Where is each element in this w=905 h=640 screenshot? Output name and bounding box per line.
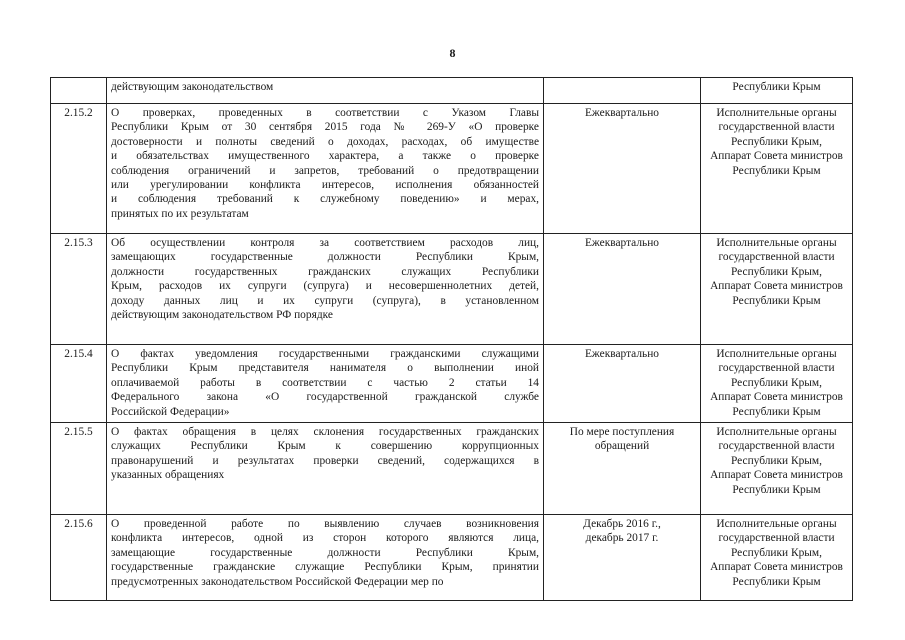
item-responsible-line: Республики Крым, xyxy=(731,265,822,278)
item-responsible-line: Исполнительные органы xyxy=(716,518,837,531)
item-deadline xyxy=(544,423,701,515)
item-responsible-line: Аппарат Совета министров xyxy=(710,150,843,163)
item-responsible-line: государственной власти xyxy=(718,440,835,453)
item-deadline xyxy=(544,234,701,345)
item-number: 2.15.4 xyxy=(51,345,107,423)
table-row xyxy=(51,423,853,515)
item-deadline-line: Ежеквартально xyxy=(584,237,660,249)
item-deadline xyxy=(544,104,701,234)
item-responsible-line: государственной власти xyxy=(718,121,835,134)
item-responsible xyxy=(701,515,853,601)
item-responsible-line: Исполнительные органы xyxy=(716,426,837,439)
item-responsible-line: Аппарат Совета министров xyxy=(710,391,843,404)
item-responsible-line: Исполнительные органы xyxy=(716,348,837,360)
item-responsible-line: Исполнительные органы xyxy=(716,237,837,249)
item-responsible-line: Республики Крым xyxy=(732,575,821,588)
item-responsible-line: Республики Крым, xyxy=(731,376,822,389)
item-description-line: конфликта интересов, одной из сторон которого являются лица, xyxy=(111,532,539,545)
item-deadline-line: Ежеквартально xyxy=(584,107,660,119)
item-responsible-line: Республики Крым xyxy=(732,294,821,307)
item-number: 2.15.3 xyxy=(51,234,107,345)
item-description-line: и соблюдения требований к служебному поведению» и мерах, xyxy=(111,193,539,206)
item-responsible xyxy=(701,104,853,234)
item-description-line: правонарушений и результатах проверки сведений, содержащихся в xyxy=(111,454,539,467)
plan-table-body xyxy=(51,78,853,601)
item-deadline-line: декабрь 2017 г. xyxy=(585,532,659,545)
item-responsible-line: государственной власти xyxy=(718,362,835,375)
item-responsible-line: Республики Крым, xyxy=(731,454,822,467)
page-number: 8 xyxy=(449,46,456,60)
item-description-line: государственные гражданские служащие Республики Крым, принятии xyxy=(111,561,539,574)
item-description-line: О фактах уведомления государственными гражданскими служащими xyxy=(111,348,539,360)
item-description-line: или урегулировании конфликта интересов, исполнения обязанностей xyxy=(111,179,539,192)
item-responsible xyxy=(701,234,853,345)
item-description-line: служащих Республики Крым к совершению коррупционных xyxy=(111,440,539,453)
item-responsible-line: государственной власти xyxy=(718,251,835,264)
item-description-line: Об осуществлении контроля за соответствием расходов лиц, xyxy=(111,237,539,249)
item-description-line: указанных обращениях xyxy=(111,469,225,482)
item-description-line: О фактах обращения в целях склонения государственных гражданских xyxy=(111,426,539,439)
item-responsible xyxy=(701,345,853,423)
table-row xyxy=(51,104,853,234)
item-deadline xyxy=(544,78,701,104)
item-description-line: оплачиваемой работы в соответствии с частью 2 статьи 14 xyxy=(111,376,539,389)
item-description-line: Республики Крым представителя нанимателя о выполнении иной xyxy=(111,362,539,375)
item-description-line: предусмотренных законодательством Российской Федерации мер по xyxy=(111,575,444,588)
item-description-line: соблюдения ограничений и запретов, требований о предотвращении xyxy=(111,164,539,177)
item-responsible-line: Аппарат Совета министров xyxy=(710,561,843,574)
item-deadline-line: Декабрь 2016 г., xyxy=(583,518,661,531)
item-description-line: О проведенной работе по выявлению случаев возникновения xyxy=(111,518,539,531)
item-description xyxy=(107,234,544,345)
item-description xyxy=(107,345,544,423)
item-description-line: замещающих государственные должности Республики Крым, xyxy=(111,251,539,264)
item-number: 2.15.5 xyxy=(51,423,107,515)
item-description-line: действующим законодательством РФ порядке xyxy=(111,309,333,322)
item-description-line: Российской Федерации» xyxy=(111,405,230,418)
table-row xyxy=(51,234,853,345)
item-description xyxy=(107,78,544,104)
item-description-line: достоверности и полноты сведений о доходах, расходах, об имуществе xyxy=(111,135,539,148)
item-description xyxy=(107,515,544,601)
item-description-line: действующим законодательством xyxy=(111,81,274,93)
item-responsible-line: Исполнительные органы xyxy=(716,107,837,119)
plan-table xyxy=(50,77,853,601)
item-description-line: замещающие государственные должности Республики Крым, xyxy=(111,546,539,559)
item-responsible-line: Республики Крым xyxy=(732,164,821,177)
item-deadline-line: обращений xyxy=(594,440,650,453)
item-responsible-line: Республики Крым xyxy=(732,81,821,93)
table-row xyxy=(51,515,853,601)
item-description xyxy=(107,423,544,515)
item-deadline-line: Ежеквартально xyxy=(584,348,660,360)
item-deadline xyxy=(544,345,701,423)
item-description-line: Федерального закона «О государственной гражданской службе xyxy=(111,391,539,404)
item-number xyxy=(51,78,107,104)
item-description-line: О проверках, проведенных в соответствии с Указом Главы xyxy=(111,107,539,119)
item-responsible-line: Республики Крым xyxy=(732,405,821,418)
item-deadline-line: По мере поступления xyxy=(569,426,675,439)
item-responsible-line: Аппарат Совета министров xyxy=(710,469,843,482)
item-number: 2.15.6 xyxy=(51,515,107,601)
item-number: 2.15.2 xyxy=(51,104,107,234)
item-deadline xyxy=(544,515,701,601)
item-description-line: должности государственных гражданских служащих Республики xyxy=(111,265,539,278)
table-row xyxy=(51,345,853,423)
item-description-line: принятых по их результатам xyxy=(111,207,249,220)
item-responsible-line: Республики Крым xyxy=(732,483,821,496)
item-description-line: доходу данных лиц и их супруги (супруга), в установленном xyxy=(111,294,539,307)
item-description xyxy=(107,104,544,234)
item-responsible xyxy=(701,78,853,104)
item-description-line: Крым, расходов их супруги (супруга) и несовершеннолетних детей, xyxy=(111,280,539,293)
item-description-line: и обязательствах имущественного характера, а также о проверке xyxy=(111,150,539,163)
item-responsible-line: Республики Крым, xyxy=(731,135,822,148)
item-responsible-line: Республики Крым, xyxy=(731,546,822,559)
item-responsible xyxy=(701,423,853,515)
item-responsible-line: Аппарат Совета министров xyxy=(710,280,843,293)
item-description-line: Республики Крым от 30 сентября 2015 года № 269-У «О проверке xyxy=(111,121,539,134)
item-responsible-line: государственной власти xyxy=(718,532,835,545)
table-row xyxy=(51,78,853,104)
